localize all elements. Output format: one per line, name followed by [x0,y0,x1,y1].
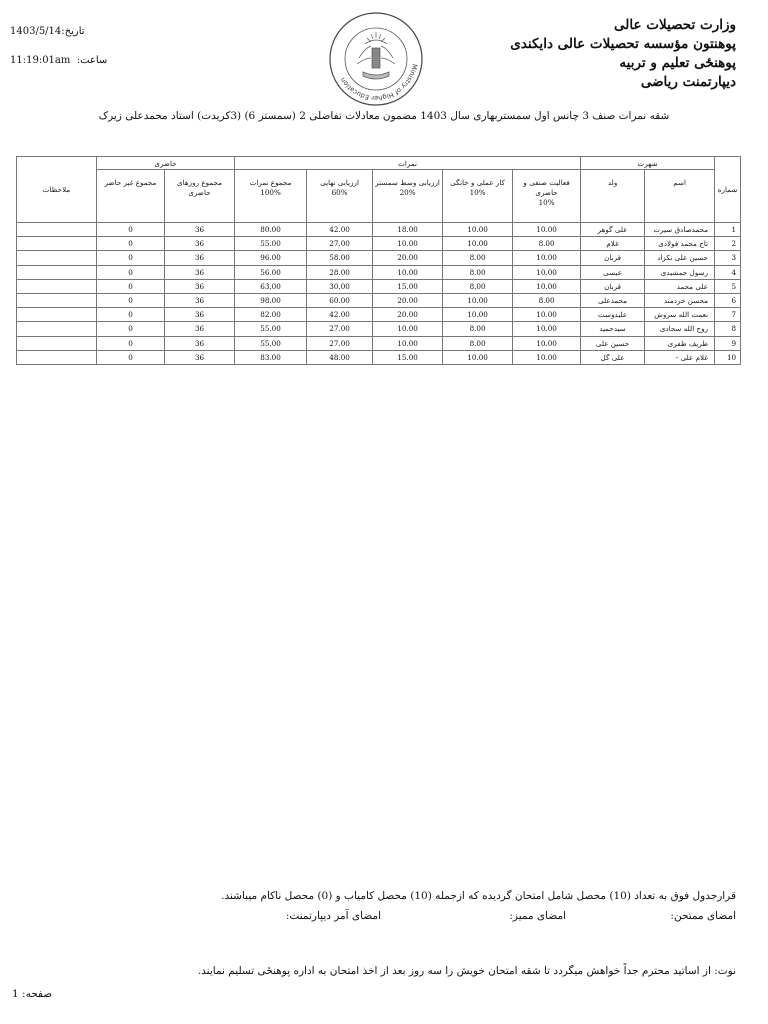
date-time-block [10,26,160,84]
ministry-seal [327,10,425,108]
table-row: 5 علی محمد قربان 10.00 8.00 15.00 30.00 63.00 36 0 [17,279,741,293]
examiner-signature-label: امضای ممتحن: [670,910,736,922]
sheet-title: شقه نمرات صنف 3 چانس اول سمستربهاری سال 1403 مضمون معادلات تفاضلی 2 (سمستر 6) (3کریدت) استاد محمدعلی زیرک [98,110,670,122]
table-row: 7 نعمت الله سروش علیدوست 10.00 10.00 20.00 42.00 82.00 36 0 [17,308,741,322]
seal-text: Ministry of Higher Education [338,63,419,103]
col-father: ولد [581,170,645,223]
col-activity: فعالیت صنفی و حاضری 10% [513,170,581,223]
time-value: 11:19:01am [10,55,71,66]
time-label: ساعت: [76,55,108,66]
page-label: صفحه: [22,988,53,1000]
results-summary: قرارجدول فوق به تعداد (10) محصل شامل امتحان گردیده که ازجمله (10) محصل کامیاب و (0) محصل ناکام میباشند. [221,890,736,902]
seal-emblem-icon [327,10,425,108]
date-line [10,26,160,37]
table-row: 6 محسن خردمند محمدعلی 8.00 10.00 20.00 60.00 98.00 36 0 [17,293,741,307]
col-group-identity: شهرت [581,157,715,170]
table-row: 9 ظریف ظفری حسین علی 10.00 8.00 10.00 27.00 55.00 36 0 [17,336,741,350]
col-absent-total: مجموع غیر حاضر [97,170,165,223]
svg-text:Ministry of Higher Education [339,63,419,102]
institution-header [476,16,736,92]
col-name: اسم [645,170,715,223]
table-row: 1 محمدصادق سیرت علی گوهر 10.00 10.00 18.00 42.00 80.00 36 0 [17,223,741,237]
page-number [12,988,132,1000]
signature-line [36,910,736,930]
grades-table [16,156,741,365]
table-group-header-row [17,157,741,170]
col-remarks: ملاحظات [17,157,97,223]
col-midterm: ارزیابی وسط سمستر 20% [373,170,443,223]
date-value: 1403/5/14 [10,26,62,37]
instructor-note: نوت: از اساتید محترم جداً خواهش میگردد تا شقه امتحان خویش را سه روز بعد از اخذ امتحان به اداره پوهنځی تسلیم نمایند. [197,965,736,977]
date-label: تاریخ: [61,26,85,37]
time-line [10,55,160,66]
col-number: شماره [715,157,741,223]
table-row: 2 تاج محمد فولادی غلام 8.00 10.00 10.00 27.00 55.00 36 0 [17,237,741,251]
table-header-row [17,170,741,223]
faculty-name: پوهنځی تعلیم و تربیه [619,55,736,71]
reviewer-signature-label: امضای ممیز: [509,910,566,922]
institute-name: پوهنتون مؤسسه تحصیلات عالی دایکندی [510,36,736,52]
table-row: 10 غلام علی - علی گل 10.00 10.00 15.00 48.00 83.00 36 0 [17,350,741,364]
col-final: ارزیابی نهایی 60% [307,170,373,223]
table-row: 4 رسول جمشیدی عیسی 10.00 8.00 10.00 28.00 56.00 36 0 [17,265,741,279]
ministry-name: وزارت تحصیلات عالی [614,17,736,33]
col-attendance-days: مجموع روزهای حاضری [165,170,235,223]
department-name: دیپارتمنت ریاضی [640,74,736,90]
page-number-value: 1 [12,988,19,1000]
col-group-attendance: حاضری [97,157,235,170]
col-homework: کار عملی و خانگی 10% [443,170,513,223]
head-signature-label: امضای آمر دیپارتمنت: [285,910,381,922]
col-group-grades: نمرات [235,157,581,170]
table-row: 8 روح الله سجادی سیدحمید 10.00 8.00 10.00 27.00 55.00 36 0 [17,322,741,336]
table-row: 3 حسین علی نکزاد قربان 10.00 8.00 20.00 58.00 96.00 36 0 [17,251,741,265]
col-total: مجموع نمرات 100% [235,170,307,223]
